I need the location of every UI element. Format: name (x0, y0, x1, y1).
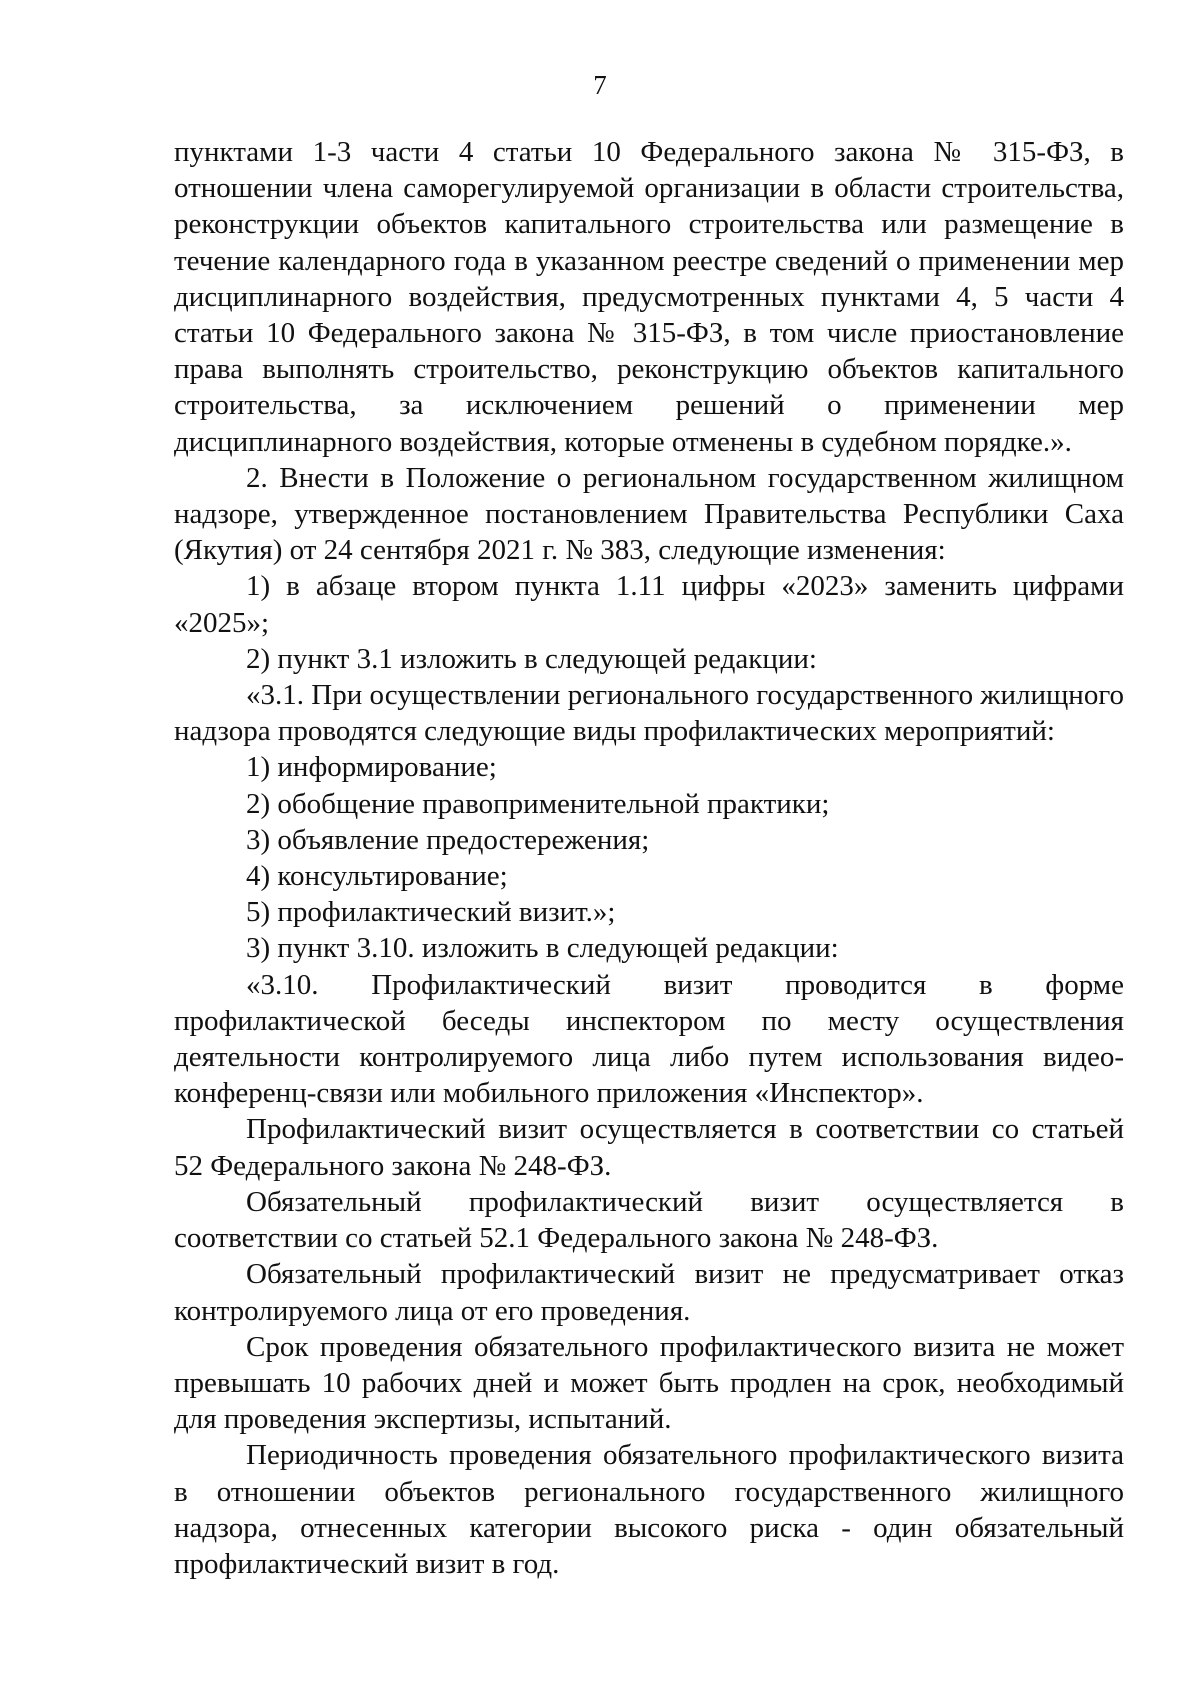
paragraph-visit-periodicity: Периодичность проведения обязательного профилактического визита в отношении объектов регионального государственного жилищного надзора, отнесенных категории высокого риска - один обязательный профилактический визит в год. (174, 1439, 1124, 1580)
paragraph-clause-3-1: «3.1. При осуществлении регионального государственного жилищного надзора проводятся следующие виды профилактических мероприятий: (174, 679, 1124, 748)
list-item-preventive-visit: 5) профилактический визит.»; (246, 896, 616, 929)
document-body (174, 134, 1124, 1582)
page-number: 7 (593, 70, 607, 100)
list-item-informing: 1) информирование; (246, 751, 497, 784)
paragraph-visit-article-52: Профилактический визит осуществляется в соответствии со статьей 52 Федерального закона № 248-ФЗ. (174, 1113, 1124, 1182)
paragraph-subitem-1: 1) в абзаце втором пункта 1.11 цифры «2023» заменить цифрами «2025»; (174, 570, 1124, 639)
paragraph-item-2: 2. Внести в Положение о региональном государственном жилищном надзоре, утвержденное постановлением Правительства Республики Саха (Якутия) от 24 сентября 2021 г. № 383, следующие изменения: (174, 461, 1124, 567)
paragraph-subitem-3: 3) пункт 3.10. изложить в следующей редакции: (246, 932, 839, 965)
paragraph-continuation: пунктами 1-3 части 4 статьи 10 Федерального закона № 315-ФЗ, в отношении члена саморегулируемой организации в области строительства, реконструкции объектов капитального строительства или размещение в течение календарного года в указанном реестре сведений о применении мер дисциплинарного воздействия, предусмотренных пунктами 4, 5 части 4 статьи 10 Федерального закона № 315-ФЗ, в том числе приостановление права выполнять строительство, реконструкцию объектов капитального строительства, за исключением решений о применении мер дисциплинарного воздействия, которые отменены в судебном порядке.». (174, 136, 1124, 458)
list-item-consulting: 4) консультирование; (246, 860, 508, 893)
list-item-generalization: 2) обобщение правоприменительной практики; (246, 787, 830, 820)
paragraph-mandatory-visit-article: Обязательный профилактический визит осуществляется в соответствии со статьей 52.1 Федерального закона № 248-ФЗ. (174, 1185, 1124, 1255)
paragraph-clause-3-10: «3.10. Профилактический визит проводится в форме профилактической беседы инспектором по месту осуществления деятельности контролируемого лица либо путем использования видео-конференц-связи или мобильного приложения «Инспектор». (174, 968, 1124, 1110)
list-item-warning: 3) объявление предостережения; (246, 823, 650, 856)
paragraph-subitem-2: 2) пункт 3.1 изложить в следующей редакции: (246, 642, 817, 675)
paragraph-no-refusal: Обязательный профилактический визит не предусматривает отказ контролируемого лица от его проведения. (174, 1258, 1124, 1327)
paragraph-visit-term: Срок проведения обязательного профилактического визита не может превышать 10 рабочих дней и может быть продлен на срок, необходимый для проведения экспертизы, испытаний. (174, 1330, 1124, 1436)
